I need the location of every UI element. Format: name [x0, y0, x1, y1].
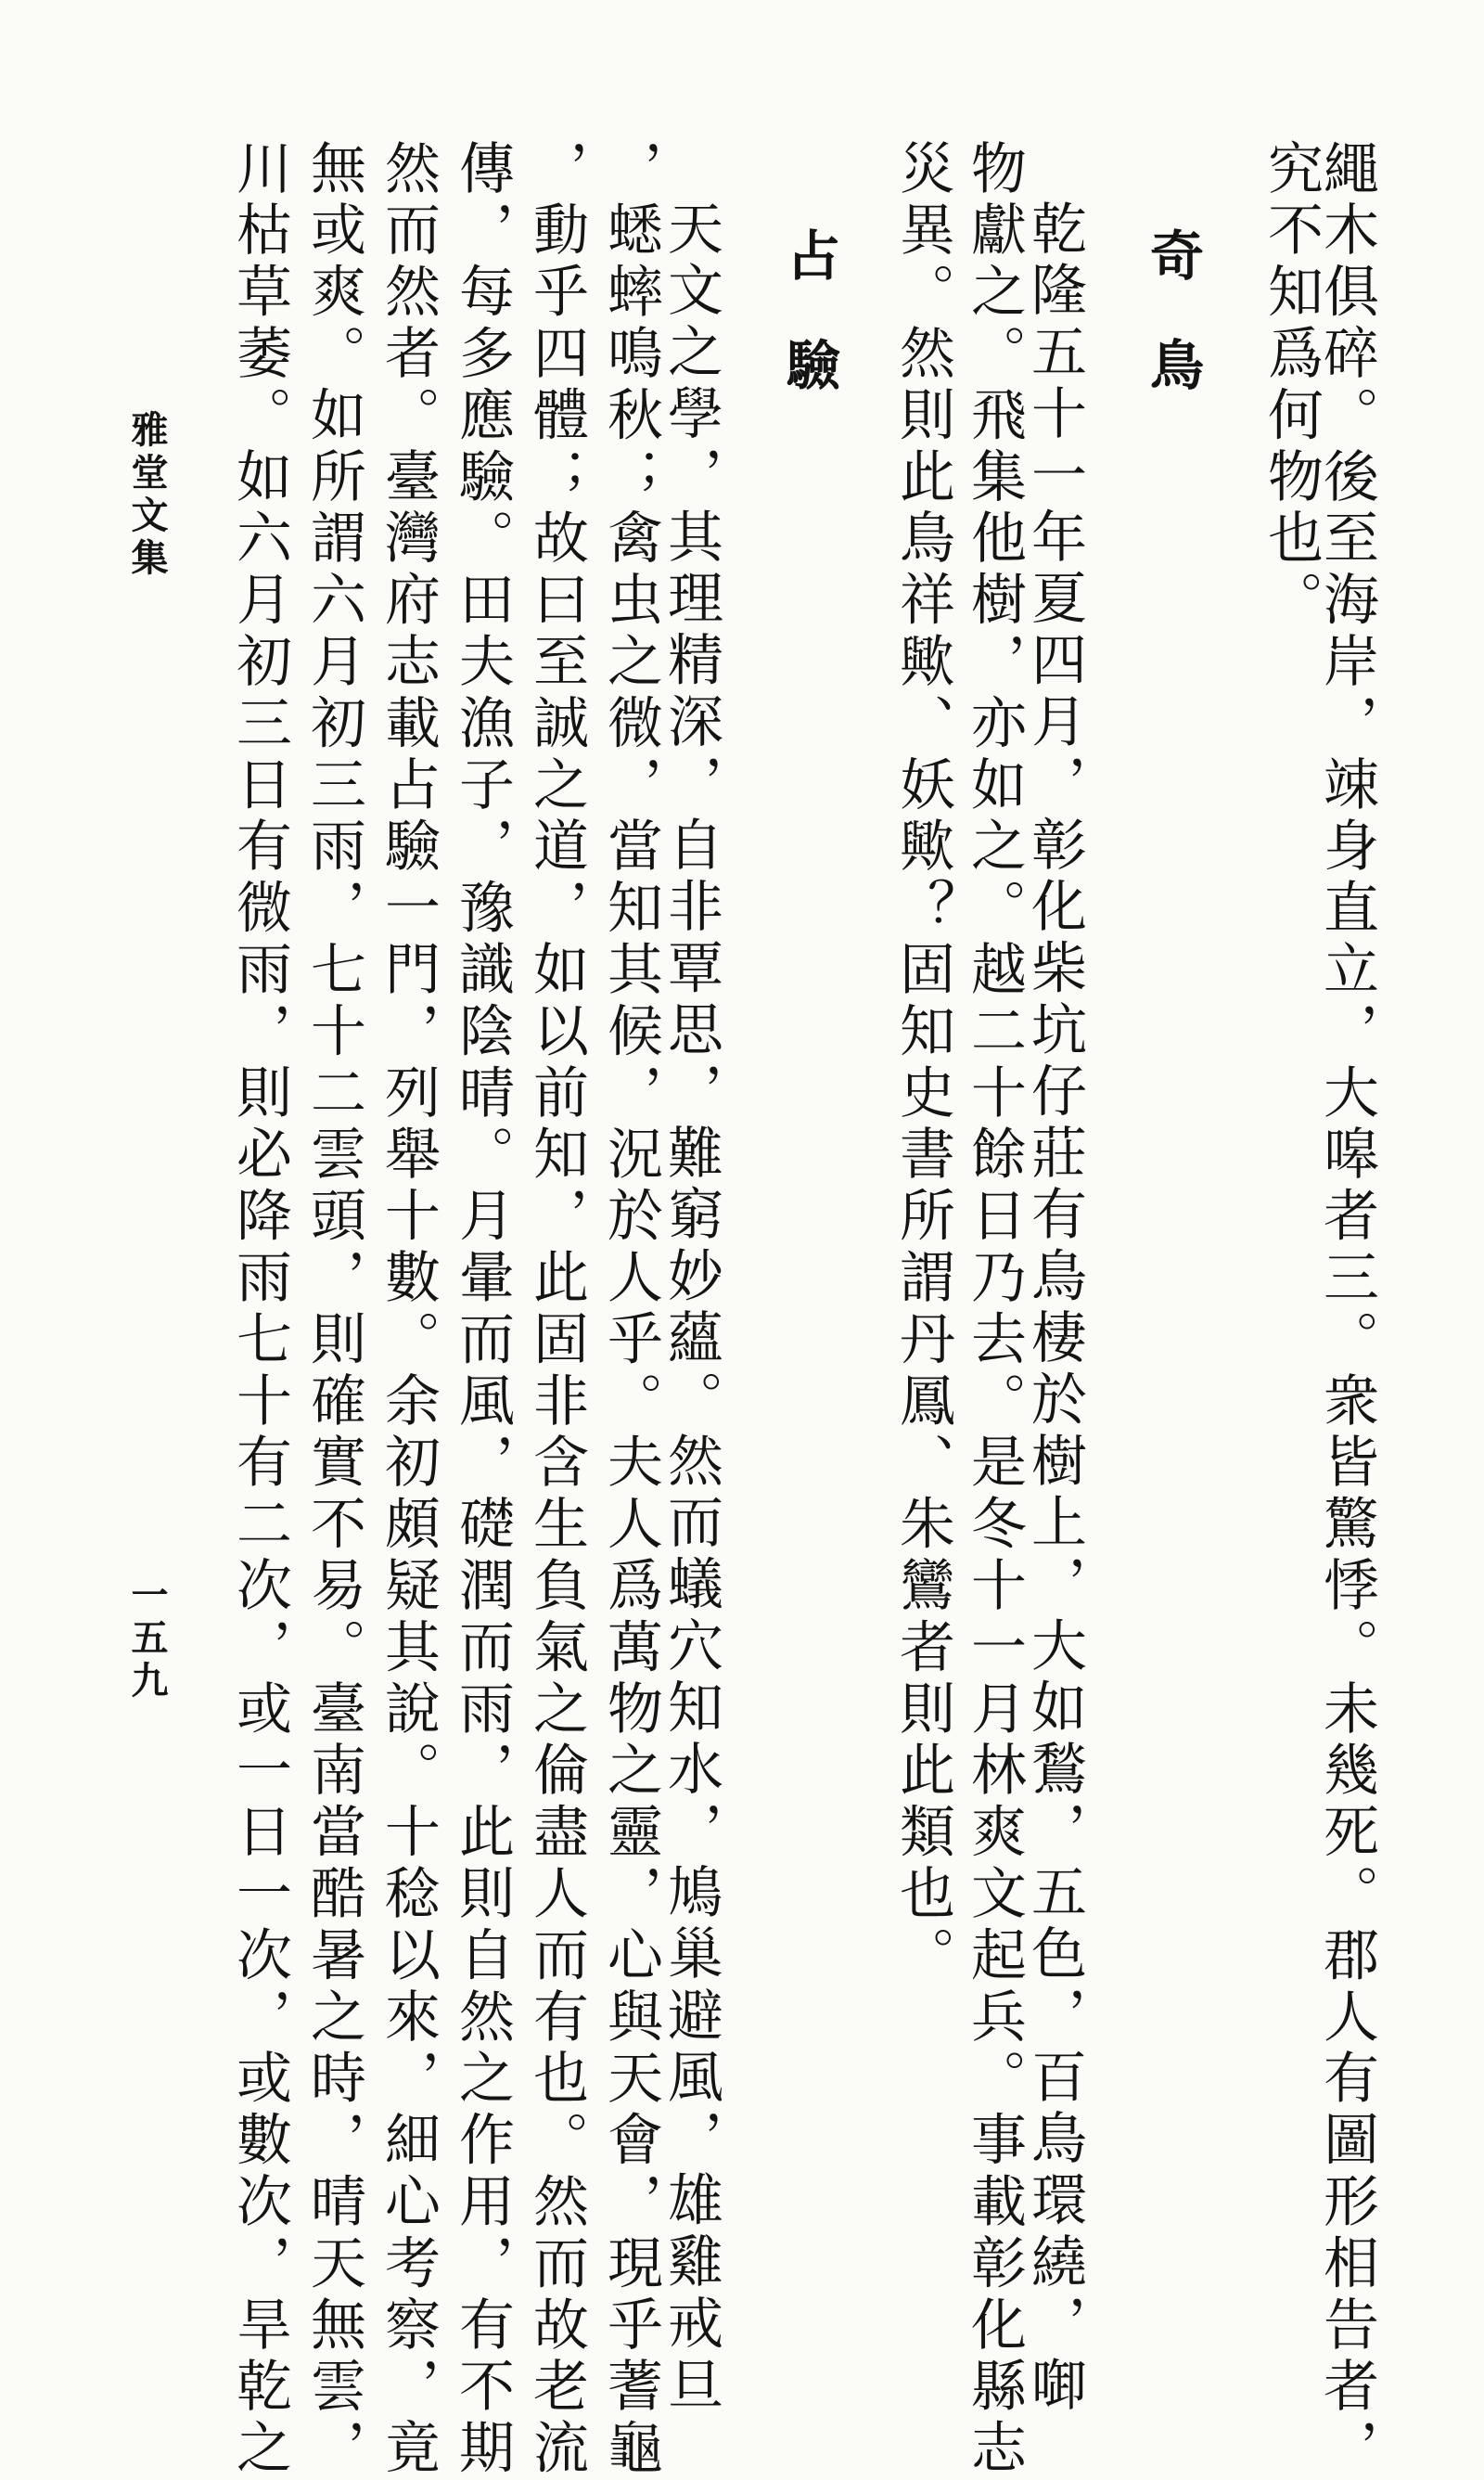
- text-column-6: 天文之學，其理精深，自非覃思，難窮妙蘊。然而蟻穴知水，鳩巢避風，雄雞戒旦: [659, 199, 723, 2418]
- text-column-1: 繩木俱碎。後至海岸，竦身直立，大嗥者三。衆皆驚悸。未幾死。郡人有圖形相告者，: [1314, 139, 1379, 2480]
- text-column-7: ，蟋蟀鳴秋；禽虫之微，當知其候，況於人乎。夫人爲萬物之靈，心與天會，現乎蓍龜: [598, 139, 663, 2480]
- text-column-8: ，動乎四體；故曰至誠之道，如以前知，此固非含生負氣之倫盡人而有也。然而故老流: [524, 139, 589, 2480]
- text-column-12: 川枯草萎。如六月初三日有微雨，則必降雨七十有二次，或一日一次，或數次，旱乾之: [227, 139, 292, 2480]
- text-column-4: 物獻之。飛集他樹，亦如之。越二十餘日乃去。是冬十一月林爽文起兵。事載彰化縣志: [962, 139, 1027, 2480]
- text-column-11: 無或爽。如所謂六月初三雨，七十二雲頭，則確實不易。臺南當酷暑之時，晴天無雲，: [301, 139, 366, 2480]
- text-column-10: 然而然者。臺灣府志載占驗一門，列舉十數。余初頗疑其說。十稔以來，細心考察，竟: [376, 139, 441, 2480]
- text-column-3: 乾隆五十一年夏四月，彰化柴坑仔莊有鳥棲於樹上，大如鶖，五色，百鳥環繞，啣: [1022, 199, 1087, 2418]
- text-column-9: 傳，每多應驗。田夫漁子，豫識陰晴。月暈而風，礎潤而雨，此則自然之作用，有不期: [450, 139, 515, 2480]
- page-number: 一五九: [125, 1575, 169, 1703]
- section-heading-divination: 占驗: [777, 227, 840, 446]
- text-column-2: 究不知爲何物也。: [1259, 139, 1324, 633]
- running-title: 雅堂文集: [125, 410, 169, 581]
- text-column-5: 災異。然則此鳥祥歟、妖歟？固知史書所謂丹鳳、朱鸞者則此類也。: [890, 139, 955, 1987]
- section-heading-strange-bird: 奇鳥: [1141, 227, 1204, 446]
